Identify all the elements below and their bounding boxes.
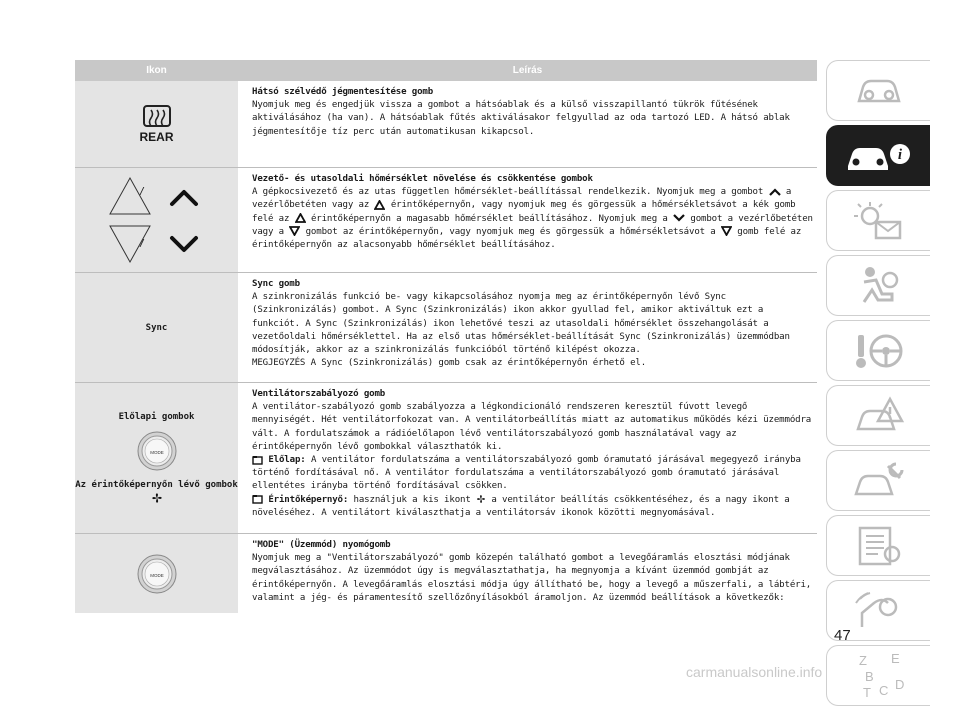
bullet-faceplate: Előlap: A ventilátor fordulatszáma a ventilátorszabályozó gomb óramutató járásával megegyező irányba történő fordításával nő. A ventilátor fordulatszáma a ventilátorszabályozó gomb óramutató járásával ellentétes irányba történő fordításával csökken. <box>252 455 801 492</box>
header-desc-col: Leírás <box>512 65 543 76</box>
description-cell <box>238 81 817 167</box>
icon-cell <box>75 168 238 272</box>
warning-car-icon <box>852 395 906 437</box>
chevron-up-icon <box>769 188 781 196</box>
description-cell <box>238 534 817 613</box>
index-letter: D <box>894 676 904 692</box>
triangle-down-icon <box>721 226 732 236</box>
row-text: A ventilátor-szabályozó gomb szabályozza a légkondicionáló rendszeren keresztül fúvott levegő mennyiségét. Hét ventilátorfokozat van. A ventilátorbeállítás miatt az automatikus működés kézi üzemmódra vált. A fordulatszámok a rádióelőlapon lévő ventilátorszabályozó gomb használatával vagy az érintőképernyőn lévő gombokkal választhatók ki. <box>252 402 812 452</box>
temperature-buttons-icons <box>102 170 212 270</box>
row-text: Nyomjuk meg a "Ventilátorszabályozó" gomb közepén található gombot a levegőáramlás elosztási módjának megválasztásához. Az üzemmódot úgy is megválasztathatja, ha megnyomja a kívánt üzemmód gombját az érintőképernyőn. A levegőáramlás elosztási módja úgy állítható be, hogy a levegő a műszerfali, a lábtéri, valamint a jég- és páramentesítő szellőzőnyílásokból áramoljon. Az üzemmód beállítások a következők: <box>252 553 812 603</box>
tab-specifications[interactable] <box>826 515 930 576</box>
book-icon <box>252 455 263 465</box>
dashboard-car-icon <box>853 71 905 111</box>
icon-cell <box>75 273 238 382</box>
description-cell <box>238 383 817 533</box>
index-letter: Z <box>858 652 867 668</box>
controls-table <box>75 60 817 613</box>
chapter-tabs <box>826 60 930 710</box>
icon-cell <box>75 383 238 533</box>
row-title: Hátsó szélvédő jégmentesítése gomb <box>252 87 434 97</box>
icon-cell <box>75 81 238 167</box>
fan-knob-icon <box>136 430 178 472</box>
description-cell <box>238 168 817 272</box>
description-cell <box>238 273 817 382</box>
triangle-up-icon <box>295 213 306 223</box>
rear-defrost-icon <box>142 104 172 130</box>
row-title: Ventilátorszabályozó gomb <box>252 389 386 399</box>
tab-safety[interactable] <box>826 255 930 316</box>
separator-slash: / <box>139 238 146 249</box>
tab-driving[interactable] <box>826 320 930 381</box>
tab-index[interactable] <box>826 645 930 706</box>
svg-text:MODE: MODE <box>149 572 164 578</box>
table-row <box>75 168 817 273</box>
row-text: A gépkocsivezető és az utas független hőmérséklet-beállítással rendelkezik. Nyomjuk meg a gombot a vezérlőbetéten vagy az érintőképernyőn, vagy nyomjuk meg és görgessük a hőmérsékletsávot a kék gomb felé az érintőképernyőn a magasabb hőmérséklet beállításához. Nyomjuk meg a gombot a vezérlőbetéten vagy a gombot az érintőképernyőn, vagy nyomjuk meg és görgessük a hőmérsékletsávot a gomb felé az érintőképernyőn az alacsonyabb hőmérséklet beállításához. <box>252 187 813 251</box>
wrench-car-icon <box>852 460 906 502</box>
sync-label: Sync <box>145 322 168 333</box>
index-letter: B <box>864 668 874 684</box>
index-letter: C <box>878 682 888 698</box>
page-number: 47 <box>834 627 851 644</box>
row-title: "MODE" (Üzemmód) nyomógomb <box>252 540 391 550</box>
mode-knob-icon <box>136 553 178 595</box>
row-title: Vezető- és utasoldali hőmérséklet növelése és csökkentése gombok <box>252 174 593 184</box>
tab-car-info[interactable] <box>826 125 930 186</box>
table-row <box>75 81 817 168</box>
row-text: Nyomjuk meg és engedjük vissza a gombot a hátsóablak és a külső visszapillantó tükrök fűtésének aktiválásához (ha van). A hátsóablak fűtés aktiválásakor felgyullad az oda tartozó LED. A hátsó ablak jégmentesítője tíz perc után automatikusan kikapcsol. <box>252 100 790 137</box>
steering-wheel-icon <box>852 329 906 373</box>
index-letter: T <box>862 684 871 700</box>
touchscreen-label: Az érintőképernyőn lévő gombok <box>75 480 238 490</box>
tab-dashboard[interactable] <box>826 60 930 121</box>
triangle-down-icon <box>289 226 300 236</box>
row-note: MEGJEGYZÉS A Sync (Szinkronizálás) gomb csak az érintőképernyőn érhető el. <box>252 358 647 369</box>
watermark: carmanualsonline.info <box>686 664 823 680</box>
tab-emergency[interactable] <box>826 385 930 446</box>
spec-list-icon <box>854 524 904 568</box>
header-icon-col: Ikon <box>146 65 167 76</box>
tab-service[interactable] <box>826 450 930 511</box>
row-title: Sync gomb <box>252 279 300 289</box>
index-letter: E <box>890 650 900 666</box>
chevron-down-icon <box>172 238 196 250</box>
table-header <box>75 60 817 81</box>
triangle-up-icon <box>374 200 385 210</box>
separator-slash: / <box>139 186 146 197</box>
chevron-down-icon <box>673 214 685 222</box>
row-text: A szinkronizálás funkció be- vagy kikapcsolásához nyomja meg az érintőképernyőn lévő Sync (Szinkronizálás) gombot. A Sync (Szinkronizálás) ikon akkor gyullad fel, amikor aktiváltuk ezt a funkciót. A Sync (Szinkronizálás) ikon lehetővé teszi az utasoldali hőmérséklet összehangolását a vezetőoldali hőmérséklettel. Ha az első utas hőmérséklet-beállítását Sync (Szinkronizálás) üzemmódban módosítják, akkor az a szinkronizálás funkcióból történő kilépést okozza. <box>252 292 790 356</box>
svg-text:i: i <box>897 146 902 163</box>
car-info-icon <box>844 136 914 176</box>
book-icon <box>252 494 263 504</box>
bullet-touchscreen: Érintőképernyő: használjuk a kis ikont a ventilátor beállítás csökkentéséhez, és a nagy ikont a növeléséhez. A ventilátort kiválaszthatja a ventilátorsáv ikonok közötti megnyomásával. <box>252 494 790 518</box>
light-envelope-icon <box>852 200 906 242</box>
svg-text:MODE: MODE <box>149 450 164 455</box>
tab-lights[interactable] <box>826 190 930 251</box>
faceplate-label: Előlapi gombok <box>118 412 195 422</box>
fan-icon <box>151 492 163 504</box>
rear-label: REAR <box>139 130 174 144</box>
fan-icon <box>476 494 486 504</box>
table-row <box>75 534 817 613</box>
table-row <box>75 273 817 383</box>
navigation-icon <box>852 589 906 633</box>
icon-cell <box>75 534 238 613</box>
alphabet-index-icon <box>849 651 909 701</box>
chevron-up-icon <box>172 192 196 204</box>
airbag-person-icon <box>854 264 904 308</box>
table-row <box>75 383 817 534</box>
